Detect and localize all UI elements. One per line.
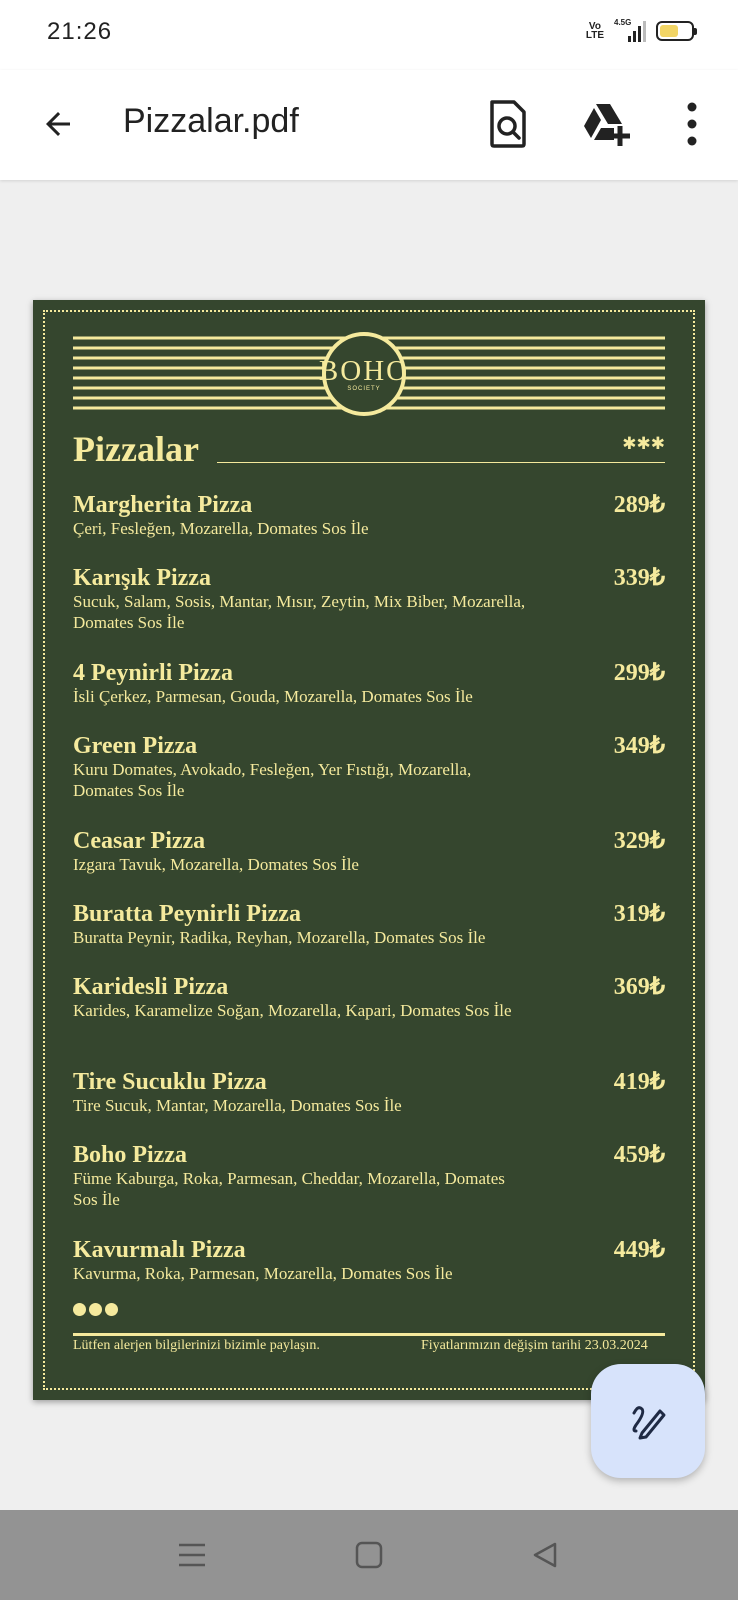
logo-text: BOHO: [318, 355, 410, 387]
recents-icon: [178, 1542, 206, 1568]
item-price: 419₺: [613, 1069, 665, 1095]
item-name: Margherita Pizza: [73, 492, 253, 518]
item-name: Tire Sucuklu Pizza: [73, 1069, 267, 1095]
item-name: Boho Pizza: [73, 1142, 187, 1168]
home-icon: [355, 1541, 383, 1569]
item-description: Kuru Domates, Avokado, Fesleğen, Yer Fıstığı, Mozarella, Domates Sos İle: [73, 760, 472, 800]
home-button[interactable]: [349, 1535, 389, 1575]
item-description: Izgara Tavuk, Mozarella, Domates Sos İle: [73, 855, 359, 874]
item-description: Buratta Peynir, Radika, Reyhan, Mozarella, Domates Sos İle: [73, 928, 486, 947]
find-in-document-button[interactable]: [484, 98, 532, 150]
item-description: Çeri, Fesleğen, Mozarella, Domates Sos İle: [73, 519, 369, 538]
pdf-page[interactable]: [33, 300, 705, 1400]
edit-annotate-icon: [628, 1401, 668, 1441]
menu-item: [73, 660, 665, 707]
status-bar: [0, 0, 738, 70]
menu-item: [73, 1237, 665, 1284]
document-title: Pizzalar.pdf: [123, 102, 299, 140]
menu-item: [73, 733, 665, 801]
item-price: 449₺: [613, 1237, 665, 1263]
item-name: Kavurmalı Pizza: [73, 1237, 246, 1263]
navigation-bar: [0, 1510, 738, 1600]
more-vert-icon: [680, 98, 704, 150]
logo-subtext: SOCIETY: [347, 386, 381, 392]
menu-item: [73, 828, 665, 875]
item-name: Green Pizza: [73, 733, 198, 759]
menu-item: [73, 901, 665, 948]
status-time: 21:26: [47, 18, 113, 45]
item-name: Karidesli Pizza: [73, 974, 229, 1000]
item-description: İsli Çerkez, Parmesan, Gouda, Mozarella, Domates Sos İle: [73, 687, 473, 706]
item-description: Kavurma, Roka, Parmesan, Mozarella, Domates Sos İle: [73, 1264, 453, 1283]
menu-item: [73, 1069, 665, 1116]
recents-button[interactable]: [172, 1535, 212, 1575]
item-price: 299₺: [613, 660, 665, 686]
item-price: 339₺: [613, 565, 665, 591]
app-bar: [0, 70, 738, 180]
item-name: Ceasar Pizza: [73, 828, 206, 854]
back-button[interactable]: [34, 100, 82, 148]
item-description: Sucuk, Salam, Sosis, Mantar, Mısır, Zeytin, Mix Biber, Mozarella, Domates Sos İle: [73, 592, 526, 632]
back-nav-button[interactable]: [525, 1535, 565, 1575]
menu-item: [73, 492, 665, 539]
annotate-fab[interactable]: [591, 1364, 705, 1478]
menu-item: [73, 974, 665, 1021]
menu-item: [73, 565, 665, 633]
item-name: 4 Peynirli Pizza: [73, 660, 233, 686]
title-underline: [217, 462, 665, 463]
section-title: Pizzalar: [73, 429, 199, 469]
status-icons: [586, 20, 694, 42]
item-description: Tire Sucuk, Mantar, Mozarella, Domates Sos İle: [73, 1096, 402, 1115]
footer-rule: [73, 1333, 665, 1336]
more-options-button[interactable]: [680, 98, 704, 150]
back-arrow-icon: [40, 106, 76, 142]
network-label: 4.5G: [614, 18, 632, 27]
dots-ornament: [73, 1303, 118, 1316]
item-description: Füme Kaburga, Roka, Parmesan, Cheddar, Mozarella, Domates Sos İle: [73, 1169, 505, 1209]
menu-item: [73, 1142, 665, 1210]
price-change-note: Fiyatlarımızın değişim tarihi 23.03.2024: [421, 1338, 648, 1353]
item-price: 329₺: [613, 828, 665, 854]
signal-icon: [614, 20, 646, 42]
item-price: 369₺: [613, 974, 665, 1000]
back-triangle-icon: [531, 1541, 559, 1569]
item-name: Karışık Pizza: [73, 565, 211, 591]
item-name: Buratta Peynirli Pizza: [73, 901, 301, 927]
item-price: 459₺: [613, 1142, 665, 1168]
item-price: 349₺: [613, 733, 665, 759]
battery-icon: [656, 21, 694, 41]
stars-ornament: ✱✱✱: [622, 434, 665, 454]
add-to-drive-icon: [580, 98, 634, 150]
boho-logo: [318, 332, 410, 416]
find-in-document-icon: [484, 98, 532, 150]
item-price: 319₺: [613, 901, 665, 927]
item-description: Karides, Karamelize Soğan, Mozarella, Kapari, Domates Sos İle: [73, 1001, 512, 1020]
add-to-drive-button[interactable]: [580, 98, 634, 150]
volte-icon: Vo LTE: [585, 21, 604, 41]
allergen-note: Lütfen alerjen bilgilerinizi bizimle paylaşın.: [73, 1338, 320, 1353]
item-price: 289₺: [613, 492, 665, 518]
